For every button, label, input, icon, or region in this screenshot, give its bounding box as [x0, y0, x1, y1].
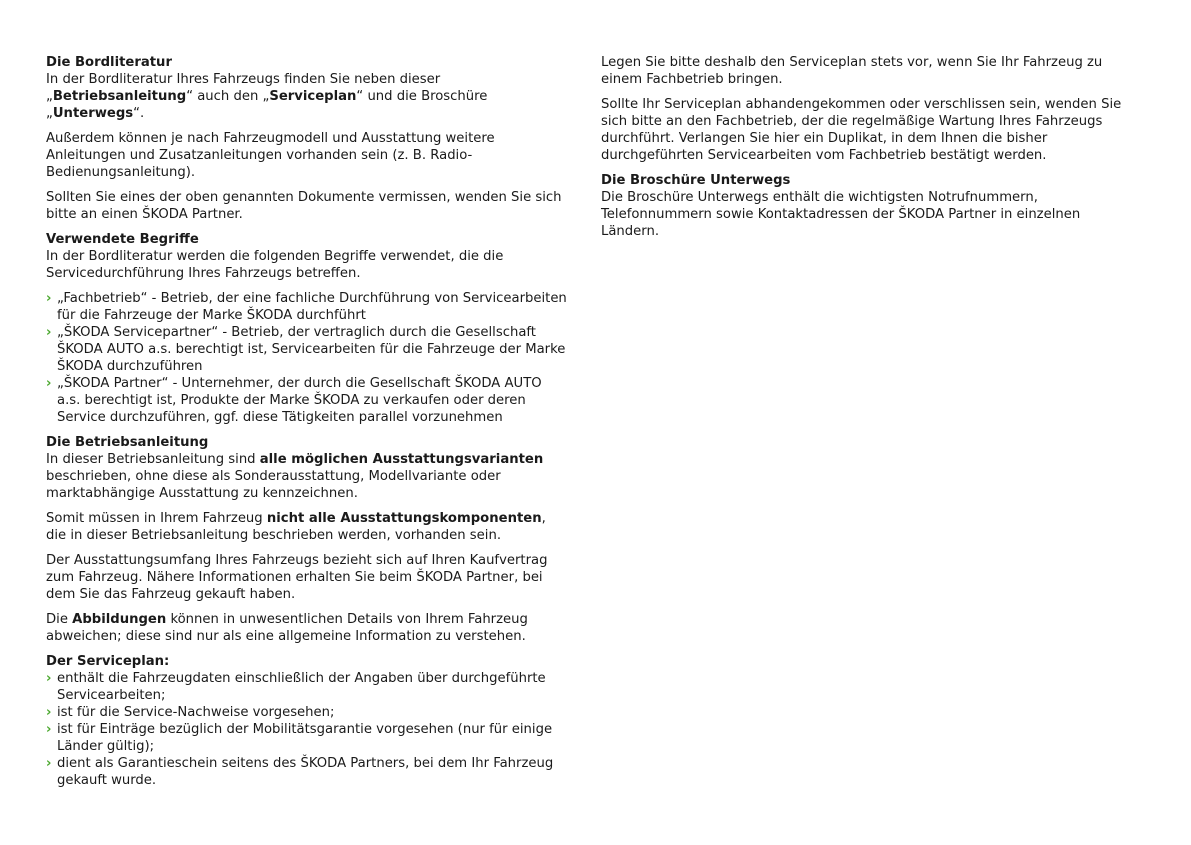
betriebsanleitung-paragraph-3: Der Ausstattungsumfang Ihres Fahrzeugs bezieht sich auf Ihren Kaufvertrag zum Fahrzeug. Nähere Informationen erhalten Sie beim ŠKODA Partner, bei dem Sie das Fahrzeug gekauft haben. — [46, 553, 548, 602]
chevron-right-icon: › — [46, 722, 52, 737]
list-item — [46, 721, 568, 755]
text-run: In der Bordliteratur Ihres Fahrzeugs finden Sie neben dieser „ — [46, 72, 441, 104]
bordliteratur-paragraph-1 — [46, 71, 568, 122]
chevron-right-icon: › — [46, 671, 52, 686]
bold-serviceplan: Serviceplan — [269, 89, 357, 104]
heading-bordliteratur: Die Bordliteratur — [46, 55, 172, 70]
right-column — [601, 54, 1123, 248]
text-run: In dieser Betriebsanleitung sind — [46, 452, 260, 467]
list-item-text: ist für Einträge bezüglich der Mobilitätsgarantie vorgesehen (nur für einige Länder gültig); — [57, 722, 553, 754]
bold-betriebsanleitung: Betriebsanleitung — [52, 89, 187, 104]
chevron-right-icon: › — [46, 291, 52, 306]
bold-unterwegs: Unterwegs — [52, 106, 134, 121]
text-run: Somit müssen in Ihrem Fahrzeug — [46, 511, 267, 526]
begriffe-list — [46, 290, 568, 426]
list-item — [46, 290, 568, 324]
section-verwendete-begriffe — [46, 231, 568, 426]
list-item-text: dient als Garantieschein seitens des ŠKODA Partners, bei dem Ihr Fahrzeug gekauft wurde. — [57, 756, 554, 788]
section-bordliteratur — [46, 54, 568, 223]
heading-betriebsanleitung: Die Betriebsanleitung — [46, 435, 209, 450]
list-item — [46, 670, 568, 704]
unterwegs-paragraph: Die Broschüre Unterwegs enthält die wichtigsten Notrufnummern, Telefonnummern sowie Kontaktadressen der ŠKODA Partner in einzelnen Ländern. — [601, 190, 1081, 239]
bold-abbildungen: Abbildungen — [72, 612, 167, 627]
heading-verwendete-begriffe: Verwendete Begriffe — [46, 232, 199, 247]
serviceplan-vorlegen-paragraph: Legen Sie bitte deshalb den Serviceplan stets vor, wenn Sie Ihr Fahrzeug zu einem Fachbetrieb bringen. — [601, 55, 1103, 87]
section-betriebsanleitung — [46, 434, 568, 645]
list-item-text: enthält die Fahrzeugdaten einschließlich der Angaben über durchgeführte Servicearbeiten; — [57, 671, 546, 703]
list-item — [46, 755, 568, 789]
bold-ausstattungsvarianten: alle möglichen Ausstattungsvarianten — [259, 452, 544, 467]
section-broschuere-unterwegs — [601, 172, 1123, 240]
heading-serviceplan: Der Serviceplan: — [46, 654, 170, 669]
list-item-text: ist für die Service-Nachweise vorgesehen; — [57, 705, 335, 720]
list-item — [46, 375, 568, 426]
bordliteratur-paragraph-3: Sollten Sie eines der oben genannten Dokumente vermissen, wenden Sie sich bitte an einen ŠKODA Partner. — [46, 190, 562, 222]
text-run: “. — [133, 106, 145, 121]
begriffe-intro: In der Bordliteratur werden die folgenden Begriffe verwendet, die die Servicedurchführung Ihres Fahrzeugs betreffen. — [46, 249, 504, 281]
text-run: Die — [46, 612, 73, 627]
bordliteratur-paragraph-2: Außerdem können je nach Fahrzeugmodell und Ausstattung weitere Anleitungen und Zusatzanleitungen vorhanden sein (z. B. Radio-Bedienungsanleitung). — [46, 131, 495, 180]
left-column — [46, 54, 568, 797]
text-run: , die in dieser Betriebsanleitung beschrieben werden, vorhanden sein. — [46, 511, 546, 543]
serviceplan-duplikat-paragraph: Sollte Ihr Serviceplan abhandengekommen oder verschlissen sein, wenden Sie sich bitte an den Fachbetrieb, der die regelmäßige Wartung Ihres Fahrzeugs durchführt. Verlangen Sie hier ein Duplikat, in dem Ihnen die bisher durchgeführten Servicearbeiten vom Fachbetrieb bestätigt werden. — [601, 97, 1122, 163]
chevron-right-icon: › — [46, 705, 52, 720]
list-item-text: „Fachbetrieb“ - Betrieb, der eine fachliche Durchführung von Servicearbeiten für die Fahrzeuge der Marke ŠKODA durchführt — [57, 291, 567, 323]
chevron-right-icon: › — [46, 756, 52, 771]
text-run: “ und die Broschüre „ — [46, 89, 488, 121]
list-item — [46, 324, 568, 375]
list-item-text: „ŠKODA Servicepartner“ - Betrieb, der vertraglich durch die Gesellschaft ŠKODA AUTO a.s. berechtigt ist, Servicearbeiten für die Fahrzeuge der Marke ŠKODA durchzuführen — [57, 325, 566, 374]
chevron-right-icon: › — [46, 376, 52, 391]
text-run: können in unwesentlichen Details von Ihrem Fahrzeug abweichen; diese sind nur als eine allgemeine Information zu verstehen. — [46, 612, 528, 644]
chevron-right-icon: › — [46, 325, 52, 340]
heading-broschuere-unterwegs: Die Broschüre Unterwegs — [601, 173, 791, 188]
text-run: beschrieben, ohne diese als Sonderausstattung, Modellvariante oder marktabhängige Ausstattung zu kennzeichnen. — [46, 469, 501, 501]
betriebsanleitung-paragraph-1 — [46, 451, 568, 502]
text-run: “ auch den „ — [186, 89, 270, 104]
betriebsanleitung-paragraph-4 — [46, 611, 568, 645]
list-item — [46, 704, 568, 721]
list-item-text: „ŠKODA Partner“ - Unternehmer, der durch die Gesellschaft ŠKODA AUTO a.s. berechtigt ist, Produkte der Marke ŠKODA zu verkaufen oder deren Service durchzuführen, ggf. diese Tätigkeiten parallel vorzunehmen — [57, 376, 542, 425]
serviceplan-list — [46, 670, 568, 789]
bold-ausstattungskomponenten: nicht alle Ausstattungskomponenten — [266, 511, 542, 526]
section-serviceplan — [46, 653, 568, 789]
betriebsanleitung-paragraph-2 — [46, 510, 568, 544]
